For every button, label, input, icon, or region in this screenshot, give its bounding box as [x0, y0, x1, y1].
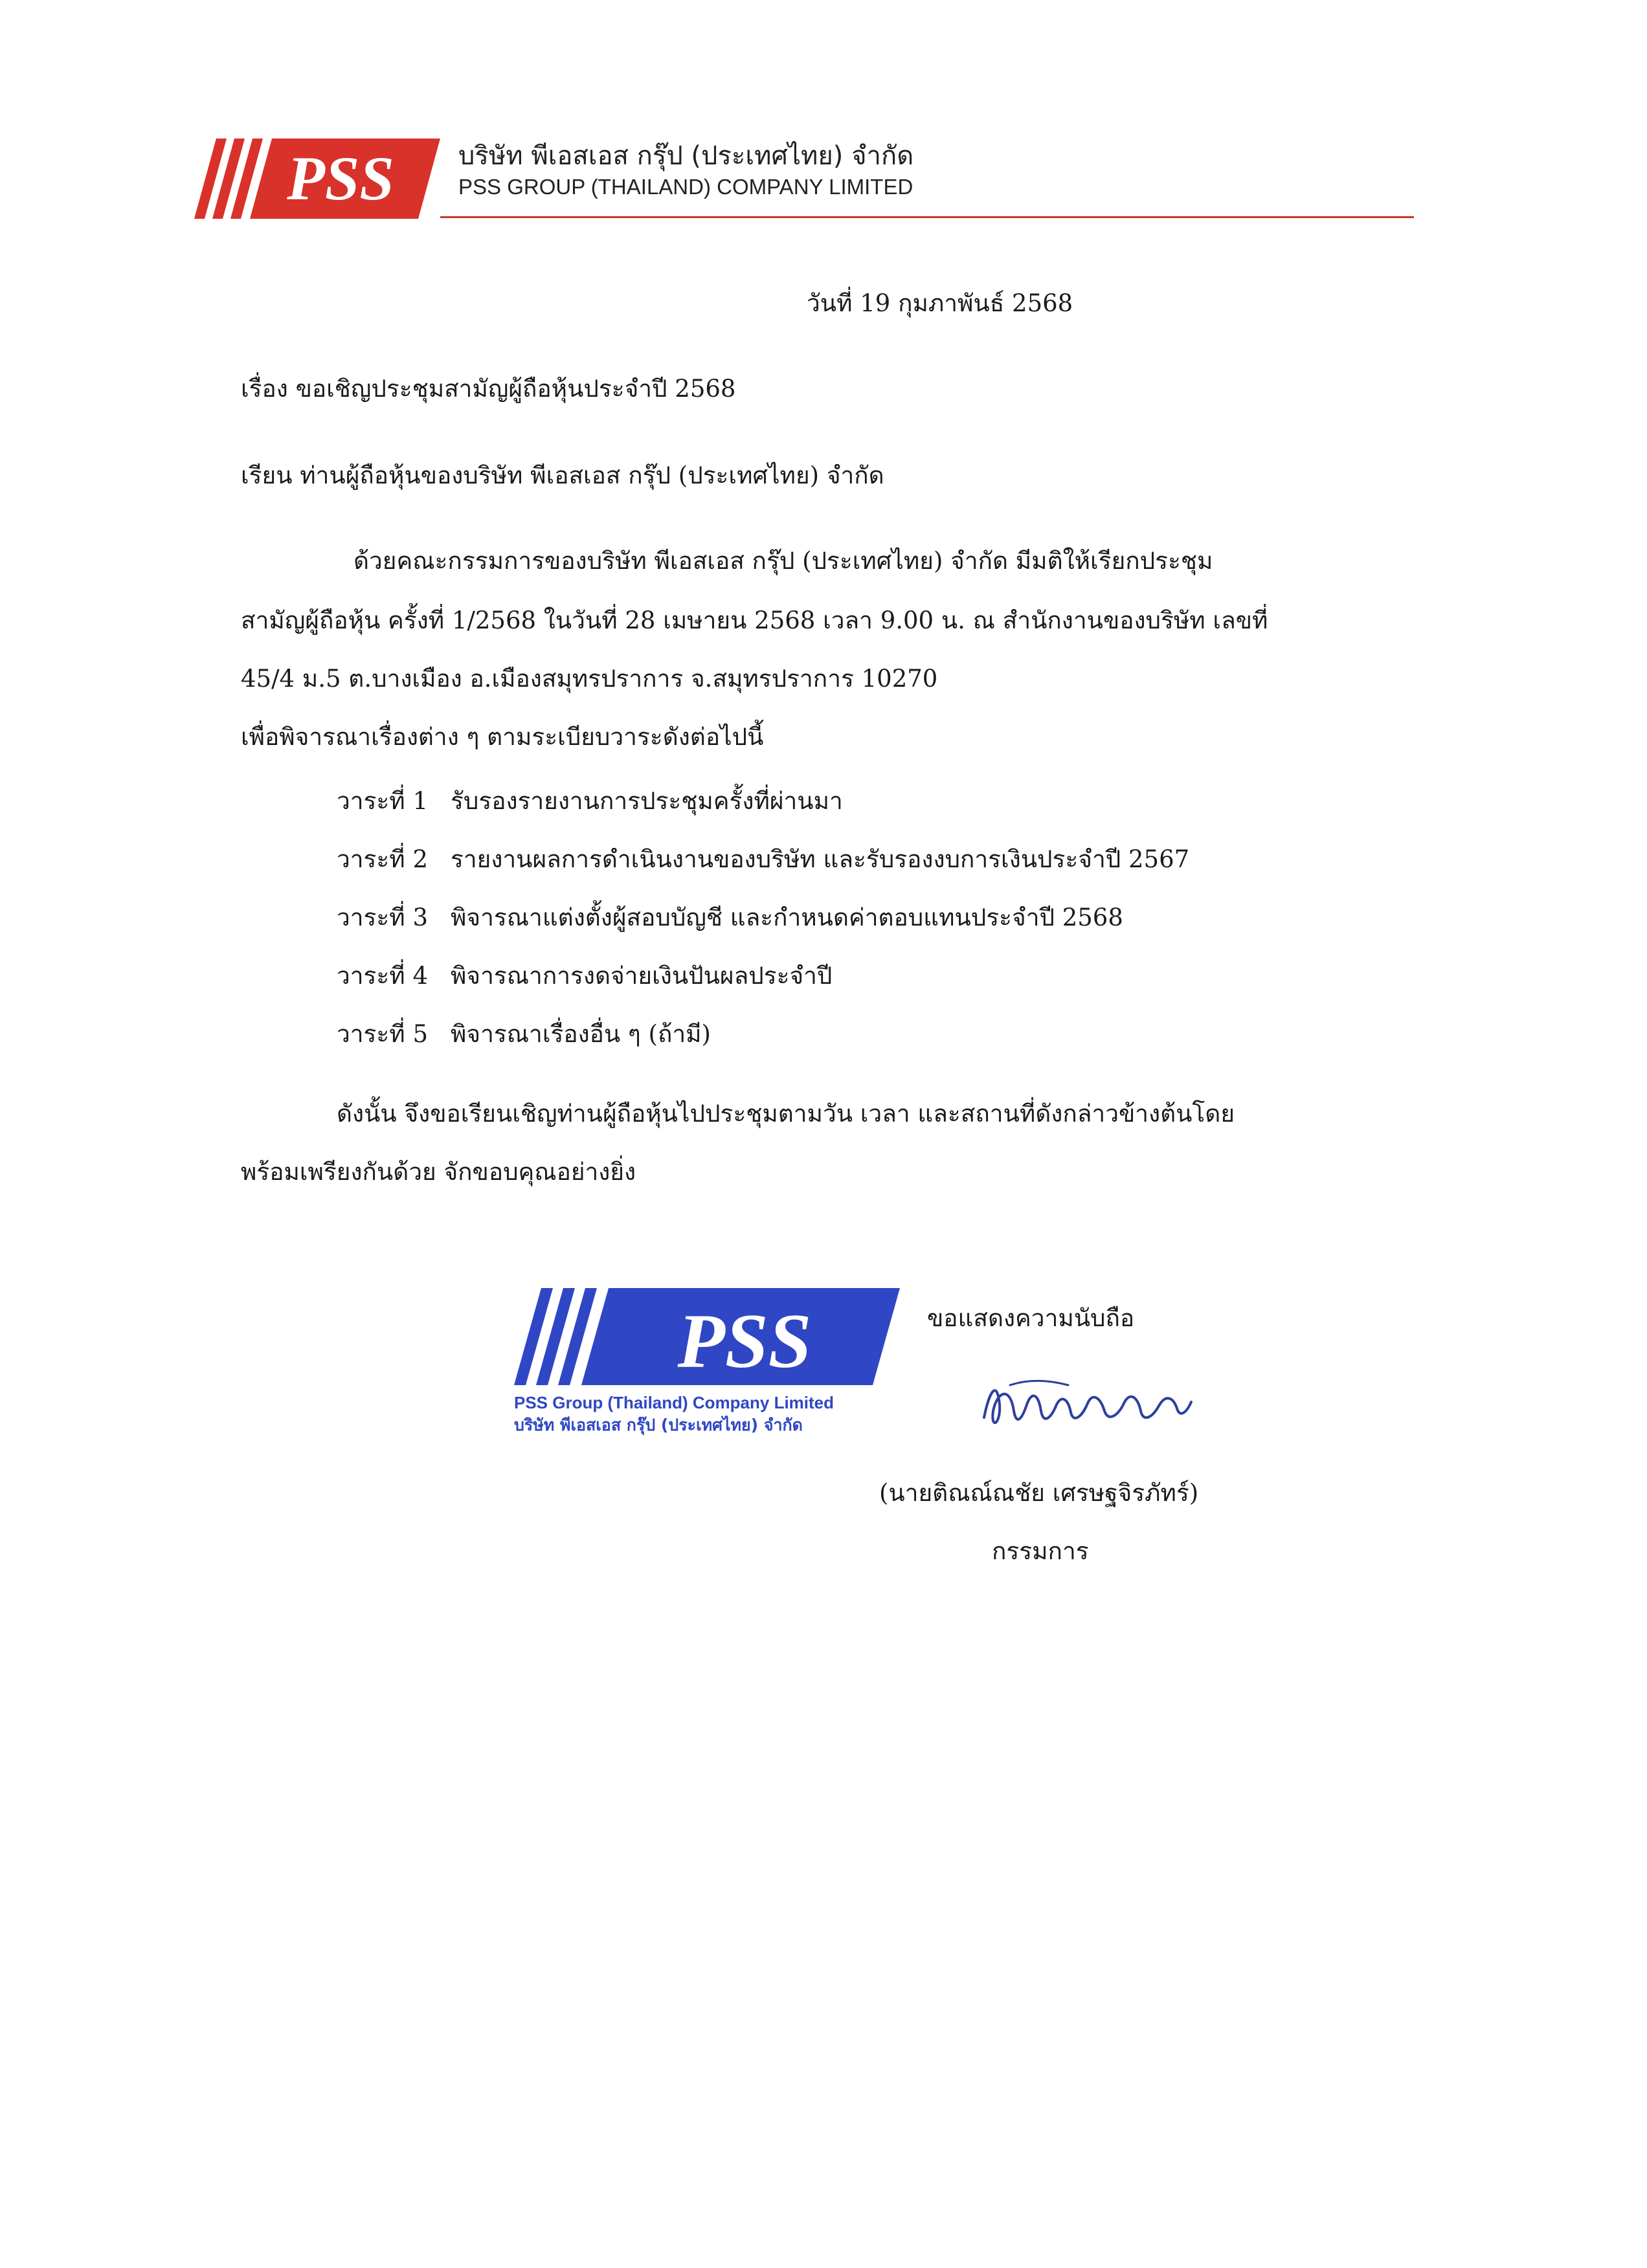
signer-position: กรรมการ	[992, 1537, 1089, 1565]
agenda-item	[337, 898, 1123, 937]
intro-line: 45/4 ม.5 ต.บางเมือง อ.เมืองสมุทรปราการ จ.สมุทรปราการ 10270	[241, 665, 938, 693]
intro-line: ด้วยคณะกรรมการของบริษัท พีเอสเอส กรุ๊ป (ประเทศไทย) จำกัด มีมติให้เรียกประชุม	[353, 547, 1213, 575]
intro-line: เพื่อพิจารณาเรื่องต่าง ๆ ตามระเบียบวาระดังต่อไปนี้	[241, 723, 764, 751]
stamp-name-en: PSS Group (Thailand) Company Limited	[514, 1393, 835, 1412]
complimentary-close: ขอแสดงความนับถือ	[927, 1304, 1135, 1332]
company-name-en: PSS GROUP (THAILAND) COMPANY LIMITED	[458, 175, 913, 199]
agenda-text: รายงานผลการดำเนินงานของบริษัท และรับรองงบการเงินประจำปี 2567	[451, 845, 1190, 873]
company-stamp	[511, 1288, 900, 1437]
agenda-number: วาระที่ 4	[337, 962, 428, 990]
closing-line: ดังนั้น จึงขอเรียนเชิญท่านผู้ถือหุ้นไปประชุมตามวัน เวลา และสถานที่ดังกล่าวข้างต้นโดย	[337, 1100, 1235, 1128]
company-name-th: บริษัท พีเอสเอส กรุ๊ป (ประเทศไทย) จำกัด	[458, 141, 914, 171]
agenda-number: วาระที่ 1	[337, 787, 428, 815]
agenda-item	[337, 957, 832, 995]
logo-text: PSS	[287, 144, 394, 213]
agenda-text: พิจารณาแต่งตั้งผู้สอบบัญชี และกำหนดค่าตอบแทนประจำปี 2568	[451, 904, 1123, 931]
agenda-item	[337, 1015, 711, 1053]
agenda-number: วาระที่ 3	[337, 904, 428, 931]
company-logo	[194, 139, 440, 219]
agenda-item	[337, 782, 843, 820]
letter-date: วันที่ 19 กุมภาพันธ์ 2568	[807, 289, 1073, 317]
stamp-name-th: บริษัท พีเอสเอส กรุ๊ป (ประเทศไทย) จำกัด	[514, 1416, 803, 1434]
signer-name: (นายติณณ์ณชัย เศรษฐจิรภัทร์)	[879, 1479, 1199, 1507]
agenda-number: วาระที่ 2	[337, 845, 428, 873]
signature	[971, 1366, 1204, 1443]
closing-line: พร้อมเพรียงกันด้วย จักขอบคุณอย่างยิ่ง	[241, 1158, 636, 1186]
letter-subject: เรื่อง ขอเชิญประชุมสามัญผู้ถือหุ้นประจำปี 2568	[241, 375, 736, 403]
agenda-number: วาระที่ 5	[337, 1020, 428, 1048]
intro-line: สามัญผู้ถือหุ้น ครั้งที่ 1/2568 ในวันที่ 28 เมษายน 2568 เวลา 9.00 น. ณ สำนักงานของบริษัท เลขที่	[241, 606, 1268, 634]
letterhead-rule	[440, 216, 1414, 218]
agenda-text: รับรองรายงานการประชุมครั้งที่ผ่านมา	[451, 787, 843, 815]
agenda-text: พิจารณาการงดจ่ายเงินปันผลประจำปี	[451, 962, 833, 990]
stamp-logo-text: PSS	[677, 1298, 812, 1384]
letter-salutation: เรียน ท่านผู้ถือหุ้นของบริษัท พีเอสเอส กรุ๊ป (ประเทศไทย) จำกัด	[241, 461, 884, 489]
agenda-item	[337, 840, 1189, 878]
agenda-text: พิจารณาเรื่องอื่น ๆ (ถ้ามี)	[451, 1020, 711, 1048]
